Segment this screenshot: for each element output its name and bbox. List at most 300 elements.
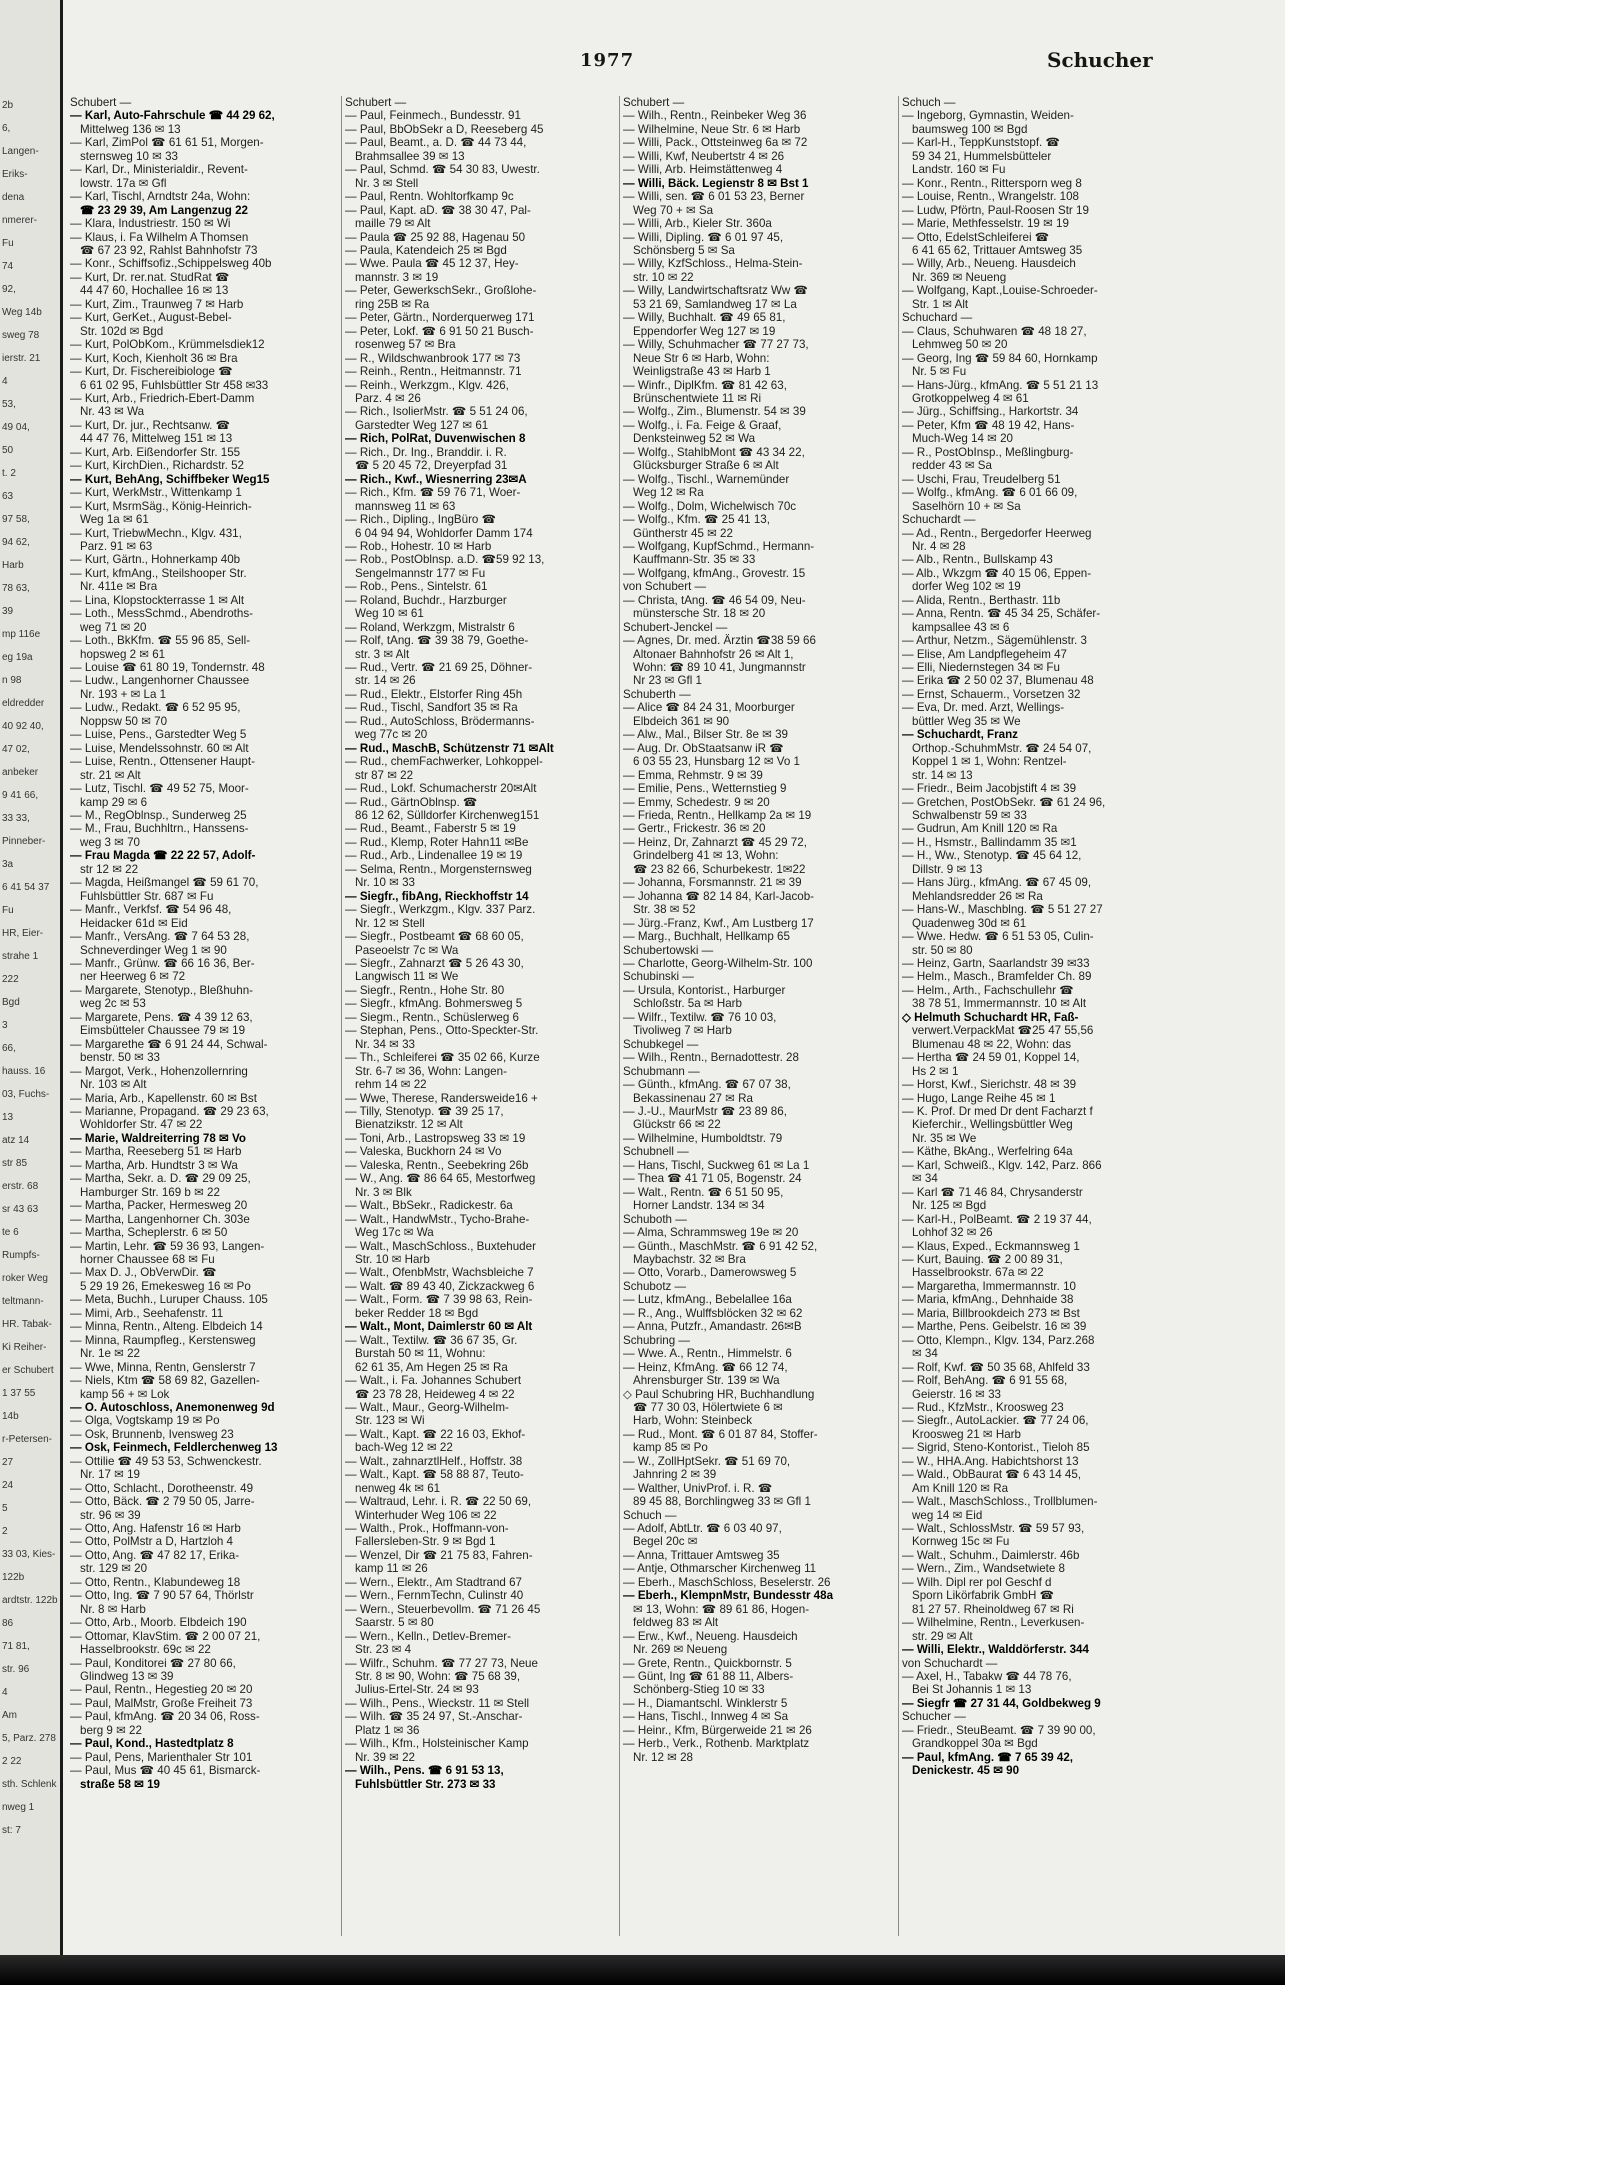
directory-entry-line: — Walt., MaschSchloss., Trollblumen- bbox=[902, 1495, 1098, 1509]
directory-entry-line: — Siegfr., fibAng, Rieckhoffstr 14 bbox=[345, 889, 529, 903]
directory-entry-line: — Adolf, AbtLtr. ☎ 6 03 40 97, bbox=[623, 1522, 782, 1536]
directory-entry-line: — Karl, Auto-Fahrschule ☎ 44 29 62, bbox=[70, 109, 275, 123]
directory-entry-line: Schubotz — bbox=[623, 1279, 687, 1293]
directory-entry-line: — Wwe. Hedw. ☎ 6 51 53 05, Culin- bbox=[902, 930, 1094, 944]
directory-entry-line: — Kurt, Arb. Eißendorfer Str. 155 bbox=[70, 445, 241, 459]
facing-page-fragment: n 98 bbox=[2, 675, 22, 686]
facing-page-fragment: Fu bbox=[2, 905, 14, 916]
directory-entry-line: weg 3 ✉ 70 bbox=[80, 835, 140, 849]
facing-page-fragment: 71 81, bbox=[2, 1641, 30, 1652]
directory-entry-line: str. 10 ✉ 22 bbox=[633, 270, 694, 284]
directory-entry-line: Altonaer Bahnhofstr 26 ✉ Alt 1, bbox=[633, 647, 794, 661]
directory-entry-line: — Rolf, BehAng. ☎ 6 91 55 68, bbox=[902, 1374, 1068, 1388]
directory-entry-line: — Willy, Landwirtschaftsratz Ww ☎ bbox=[623, 284, 808, 298]
directory-entry-line: str. 96 ✉ 39 bbox=[80, 1508, 141, 1522]
directory-entry-line: weg 71 ✉ 20 bbox=[80, 620, 147, 634]
directory-entry-line: — Charlotte, Georg-Wilhelm-Str. 100 bbox=[623, 957, 813, 970]
directory-entry-line: — Hans, Tischl, Suckweg 61 ✉ La 1 bbox=[623, 1158, 810, 1172]
directory-entry-line: — Kurt, Bauing. ☎ 2 00 89 31, bbox=[902, 1252, 1063, 1266]
directory-entry-line: — Rich., IsolierMstr. ☎ 5 51 24 06, bbox=[345, 405, 528, 419]
directory-entry-line: — Wilh., Rentn., Reinbeker Weg 36 bbox=[623, 109, 807, 123]
directory-entry-line: Parz. 91 ✉ 63 bbox=[80, 539, 153, 553]
directory-entry-line: — Otto, PolMstr a D, Hartzloh 4 bbox=[70, 1535, 234, 1549]
directory-entry-line: Quadenweg 30d ✉ 61 bbox=[912, 916, 1027, 930]
directory-entry-line: — Otto, Rentn., Klabundeweg 18 bbox=[70, 1575, 241, 1589]
directory-entry-line: Nr. 369 ✉ Neueng bbox=[912, 270, 1007, 284]
directory-entry-line: — Wenzel, Dir ☎ 21 75 83, Fahren- bbox=[345, 1548, 533, 1562]
directory-entry-line: berg 9 ✉ 22 bbox=[80, 1723, 142, 1737]
directory-entry-line: — Otto, Klempn., Klgv. 134, Parz.268 bbox=[902, 1333, 1095, 1347]
facing-page-fragment: 92, bbox=[2, 284, 16, 295]
directory-entry-line: — Frau Magda ☎ 22 22 57, Adolf- bbox=[70, 849, 256, 863]
directory-entry-line: Weg 10 ✉ 61 bbox=[355, 607, 424, 621]
directory-entry-line: — Mimi, Arb., Seehafenstr. 11 bbox=[70, 1306, 224, 1320]
directory-entry-line: Str. 10 ✉ Harb bbox=[355, 1252, 430, 1266]
directory-entry-line: — Wern., Elektr., Am Stadtrand 67 bbox=[345, 1575, 522, 1589]
facing-page-fragment: 5, Parz. 278 bbox=[2, 1733, 56, 1744]
directory-entry-line: — Otto, Vorarb., Damerowsweg 5 bbox=[623, 1266, 797, 1280]
directory-entry-line: Noppsw 50 ✉ 70 bbox=[80, 714, 168, 728]
directory-entry-line: — Walt., zahnarztlHelf., Hoffstr. 38 bbox=[345, 1454, 523, 1468]
facing-page-fragment: 4 bbox=[2, 376, 8, 387]
directory-entry-line: Lehmweg 50 ✉ 20 bbox=[912, 338, 1008, 352]
directory-entry-line: — M., RegOblnsp., Sunderweg 25 bbox=[70, 809, 247, 823]
directory-entry-line: — Wilh. ☎ 35 24 97, St.-Anschar- bbox=[345, 1710, 523, 1724]
facing-page-fragment: 03, Fuchs- bbox=[2, 1089, 50, 1100]
directory-entry-line: — Rud., Klemp, Roter Hahn11 ✉Be bbox=[345, 835, 529, 849]
facing-page-fragment: 63 bbox=[2, 491, 14, 502]
directory-entry-line: rosenweg 57 ✉ Bra bbox=[355, 338, 456, 352]
directory-entry-line: — Aug. Dr. ObStaatsanw iR ☎ bbox=[623, 741, 784, 755]
directory-entry-line: büttler Weg 35 ✉ We bbox=[912, 714, 1021, 728]
directory-entry-line: Nr. 103 ✉ Alt bbox=[80, 1078, 147, 1092]
directory-entry-line: redder 43 ✉ Sa bbox=[912, 459, 992, 473]
directory-entry-line: — Maria, Arb., Kapellenstr. 60 ✉ Bst bbox=[70, 1091, 257, 1105]
directory-entry-line: — Otto, Ing. ☎ 7 90 57 64, Thörlstr bbox=[70, 1589, 254, 1603]
directory-entry-line: Lohhof 32 ✉ 26 bbox=[912, 1226, 993, 1240]
directory-entry-line: — Stephan, Pens., Otto-Speckter-Str. bbox=[345, 1024, 539, 1038]
directory-entry-line: Weg 1a ✉ 61 bbox=[80, 513, 149, 527]
facing-page-fragment: 33 33, bbox=[2, 813, 30, 824]
page-year: 1977 bbox=[580, 50, 635, 71]
directory-entry-line: sternsweg 10 ✉ 33 bbox=[80, 149, 179, 163]
directory-entry-line: kamp 29 ✉ 6 bbox=[80, 795, 148, 809]
directory-entry-line: — Wilfr., Schuhm. ☎ 77 27 73, Neue bbox=[345, 1656, 538, 1670]
directory-entry-line: — H., Ww., Stenotyp. ☎ 45 64 12, bbox=[902, 849, 1082, 863]
facing-page-fragment: Rumpfs- bbox=[2, 1250, 40, 1261]
directory-entry-line: weg 14 ✉ Eid bbox=[912, 1508, 983, 1522]
directory-entry-line: — Winfr., DiplKfm. ☎ 81 42 63, bbox=[623, 378, 787, 392]
facing-page-fragment: 6 41 54 37 bbox=[2, 882, 50, 893]
directory-entry-line: — Magda, Heißmangel ☎ 59 61 70, bbox=[70, 876, 259, 890]
directory-entry-line: 6 41 65 62, Trittauer Amtsweg 35 bbox=[912, 243, 1083, 257]
directory-entry-line: — Marianne, Propagand. ☎ 29 23 63, bbox=[70, 1104, 269, 1118]
directory-entry-line: — Jürg.-Franz, Kwf., Am Lustberg 17 bbox=[623, 916, 814, 930]
directory-entry-line: Nr. 39 ✉ 22 bbox=[355, 1750, 415, 1764]
directory-entry-line: — Margarete, Stenotyp., Bleßhuhn- bbox=[70, 983, 254, 997]
directory-entry-line: Schubert-Jenckel — bbox=[623, 620, 728, 634]
directory-entry-line: — Valeska, Buckhorn 24 ✉ Vo bbox=[345, 1145, 502, 1159]
directory-entry-line: — Rob., PostOblnsp. a.D. ☎59 92 13, bbox=[345, 553, 545, 567]
directory-entry-line: — Kurt, BehAng, Schiffbeker Weg15 bbox=[70, 472, 270, 486]
directory-entry-line: Schubinski — bbox=[623, 970, 694, 984]
directory-entry-line: Saarstr. 5 ✉ 80 bbox=[355, 1616, 434, 1630]
directory-entry-line: — H., Diamantschl. Winklerstr 5 bbox=[623, 1696, 788, 1710]
directory-entry-line: — Rich, PolRat, Duvenwischen 8 bbox=[345, 432, 526, 446]
directory-entry-line: — Uschi, Frau, Treudelberg 51 bbox=[902, 472, 1061, 486]
directory-entry-line: Nr 23 ✉ Gfl 1 bbox=[633, 674, 702, 688]
directory-entry-line: — Wwe, Minna, Rentn, Genslerstr 7 bbox=[70, 1360, 256, 1374]
directory-entry-line: — Eva, Dr. med. Arzt, Wellings- bbox=[902, 701, 1065, 715]
directory-entry-line: — Willi, Arb., Kieler Str. 360a bbox=[623, 217, 772, 231]
directory-entry-line: — Paul, Pens, Marienthaler Str 101 bbox=[70, 1750, 253, 1764]
directory-entry-line: — Walther, UnivProf. i. R. ☎ bbox=[623, 1481, 773, 1495]
directory-entry-line: — Ottomar, KlavStim. ☎ 2 00 07 21, bbox=[70, 1629, 261, 1643]
directory-entry-line: dorfer Weg 102 ✉ 19 bbox=[912, 580, 1021, 594]
directory-entry-line: — Wolfg., StahlbMont ☎ 43 34 22, bbox=[623, 445, 805, 459]
directory-entry-line: — Wilh., Pens., Wieckstr. 11 ✉ Stell bbox=[345, 1696, 530, 1710]
directory-entry-line: — Peter, Gärtn., Norderquerweg 171 bbox=[345, 311, 535, 325]
directory-entry-line: Nr. 193 + ✉ La 1 bbox=[80, 687, 167, 701]
directory-entry-line: — Karl-H., TeppKunststopf. ☎ bbox=[902, 136, 1060, 150]
facing-page-fragment: 53, bbox=[2, 399, 16, 410]
facing-page-fragment: sth. Schlenk bbox=[2, 1779, 57, 1790]
directory-entry-line: str. 50 ✉ 80 bbox=[912, 943, 973, 957]
directory-entry-line: — Eberh., MaschSchloss, Beselerstr. 26 bbox=[623, 1575, 831, 1589]
directory-entry-line: — Alb., Rentn., Bullskamp 43 bbox=[902, 553, 1053, 567]
facing-page-fragment: sr 43 63 bbox=[2, 1204, 39, 1215]
facing-page-fragment: Fu bbox=[2, 238, 14, 249]
directory-entry-line: Schönberg-Stieg 10 ✉ 33 bbox=[633, 1683, 765, 1697]
directory-entry-line: 6 03 55 23, Hunsbarg 12 ✉ Vo 1 bbox=[633, 755, 800, 769]
directory-entry-line: Sporn Likörfabrik GmbH ☎ bbox=[912, 1589, 1055, 1603]
directory-entry-line: — Manfr., Grünw. ☎ 66 16 36, Ber- bbox=[70, 957, 255, 970]
facing-page-fragment: 40 92 40, bbox=[2, 721, 44, 732]
directory-entry-line: — Paul, kfmAng. ☎ 7 65 39 42, bbox=[902, 1750, 1074, 1764]
facing-page-fragment: 33 03, Kies- bbox=[2, 1549, 56, 1560]
directory-entry-line: — Wolfgang, kfmAng., Grovestr. 15 bbox=[623, 566, 806, 580]
directory-entry-line: horner Chaussee 68 ✉ Fu bbox=[80, 1252, 215, 1266]
directory-entry-line: — Emilie, Pens., Wetternstieg 9 bbox=[623, 782, 787, 796]
directory-entry-line: 89 45 88, Borchlingweg 33 ✉ Gfl 1 bbox=[633, 1495, 811, 1509]
directory-entry-line: Fallersleben-Str. 9 ✉ Bgd 1 bbox=[355, 1535, 496, 1549]
directory-entry-line: str 87 ✉ 22 bbox=[355, 768, 414, 782]
directory-entry-line: — Heinz, Dr, Zahnarzt ☎ 45 29 72, bbox=[623, 835, 807, 849]
directory-entry-line: — Siegm., Rentn., Schüslerweg 6 bbox=[345, 1010, 519, 1024]
directory-entry-line: — Wilfr., Textilw. ☎ 76 10 03, bbox=[623, 1010, 777, 1024]
directory-entry-line: ◇ Paul Schubring HR, Buchhandlung bbox=[623, 1387, 815, 1401]
directory-entry-line: Kornweg 15c ✉ Fu bbox=[912, 1535, 1010, 1549]
directory-entry-line: — Willi, Bäck. Legienstr 8 ✉ Bst 1 bbox=[623, 176, 809, 190]
directory-entry-line: — Ottilie ☎ 49 53 53, Schwenckestr. bbox=[70, 1454, 262, 1468]
directory-entry-line: — Paul, Rentn. Wohltorfkamp 9c bbox=[345, 190, 514, 204]
directory-entry-line: Schuberth — bbox=[623, 687, 691, 701]
directory-entry-line: str. 3 ✉ Alt bbox=[355, 647, 410, 661]
directory-entry-line: — Friedr., Beim Jacobjstift 4 ✉ 39 bbox=[902, 782, 1077, 796]
directory-entry-line: str 12 ✉ 22 bbox=[80, 862, 139, 876]
facing-page-fragment: eg 19a bbox=[2, 652, 33, 663]
directory-entry-line: — Günth., MaschMstr. ☎ 6 91 42 52, bbox=[623, 1239, 818, 1253]
directory-entry-line: Nr. 12 ✉ Stell bbox=[355, 916, 425, 930]
directory-entry-line: Nr. 35 ✉ We bbox=[912, 1131, 977, 1145]
facing-page-fragment: roker Weg bbox=[2, 1273, 48, 1284]
directory-entry-line: — Georg, Ing ☎ 59 84 60, Hornkamp bbox=[902, 351, 1098, 365]
directory-entry-line: — Walt., Textilw. ☎ 36 67 35, Gr. bbox=[345, 1333, 518, 1347]
facing-page-fragment: teltmann- bbox=[2, 1296, 44, 1307]
directory-entry-line: — Otto, Arb., Moorb. Elbdeich 190 bbox=[70, 1616, 247, 1630]
directory-entry-line: Orthop.-SchuhmMstr. ☎ 24 54 07, bbox=[912, 741, 1092, 755]
directory-entry-line: — Walt., Maur., Georg-Wilhelm- bbox=[345, 1400, 509, 1414]
directory-entry-line: ◇ Helmuth Schuchardt HR, Faß- bbox=[902, 1010, 1079, 1024]
directory-entry-line: Str. 23 ✉ 4 bbox=[355, 1643, 412, 1657]
directory-entry-line: — Peter, GewerkschSekr., Großlohe- bbox=[345, 284, 537, 298]
directory-entry-line: — Alma, Schrammsweg 19e ✉ 20 bbox=[623, 1226, 799, 1240]
directory-entry-line: — Rud., GärtnOblnsp. ☎ bbox=[345, 795, 478, 809]
directory-entry-line: kamp 11 ✉ 26 bbox=[355, 1562, 428, 1576]
directory-entry-line: straße 58 ✉ 19 bbox=[80, 1777, 160, 1791]
directory-entry-line: feldweg 83 ✉ Alt bbox=[633, 1616, 719, 1630]
directory-entry-line: — Paul, Rentn., Hegestieg 20 ✉ 20 bbox=[70, 1683, 253, 1697]
directory-entry-line: — Heinz, Gartn, Saarlandstr 39 ✉33 bbox=[902, 957, 1090, 970]
directory-entry-line: — Kurt, GerKet., August-Bebel- bbox=[70, 311, 232, 325]
directory-entry-line: — Kurt, Dr. rer.nat. StudRat ☎ bbox=[70, 270, 230, 284]
facing-page-fragment: 14b bbox=[2, 1411, 19, 1422]
directory-entry-line: Kroosweg 21 ✉ Harb bbox=[912, 1427, 1021, 1441]
directory-entry-line: Eimsbütteler Chaussee 79 ✉ 19 bbox=[80, 1024, 246, 1038]
directory-entry-line: — Kurt, Dr. jur., Rechtsanw. ☎ bbox=[70, 418, 231, 432]
facing-page-fragment: atz 14 bbox=[2, 1135, 30, 1146]
facing-page-fragment: 3a bbox=[2, 859, 14, 870]
directory-entry-line: Ahrensburger Str. 139 ✉ Wa bbox=[633, 1374, 780, 1388]
directory-entry-line: — Tilly, Stenotyp. ☎ 39 25 17, bbox=[345, 1104, 504, 1118]
directory-entry-line: Weg 12 ✉ Ra bbox=[633, 486, 704, 500]
directory-entry-line: — Martha, Sekr. a. D. ☎ 29 09 25, bbox=[70, 1172, 251, 1186]
directory-entry-line: Schubmann — bbox=[623, 1064, 700, 1078]
directory-entry-line: str. 21 ✉ Alt bbox=[80, 768, 141, 782]
directory-entry-line: Tivoliweg 7 ✉ Harb bbox=[633, 1024, 732, 1038]
directory-entry-line: nenweg 4k ✉ 61 bbox=[355, 1481, 441, 1495]
left-page-edge bbox=[0, 0, 63, 1955]
facing-page-fragment: Ki Reiher- bbox=[2, 1342, 47, 1353]
directory-entry-line: weg 77c ✉ 20 bbox=[355, 728, 428, 742]
directory-entry-line: — Rud., Vertr. ☎ 21 69 25, Döhner- bbox=[345, 661, 533, 675]
directory-entry-line: — Klara, Industriestr. 150 ✉ Wi bbox=[70, 217, 231, 231]
directory-entry-line: Blumenau 48 ✉ 22, Wohn: das bbox=[912, 1037, 1072, 1051]
facing-page-fragment: Langen- bbox=[2, 146, 39, 157]
directory-entry-line: — Rud., chemFachwerker, Lohkoppel- bbox=[345, 755, 543, 769]
directory-entry-line: — Walt., Schuhm., Daimlerstr. 46b bbox=[902, 1548, 1080, 1562]
directory-entry-line: Saselhörn 10 + ✉ Sa bbox=[912, 499, 1021, 513]
directory-entry-line: Am Knill 120 ✉ Ra bbox=[912, 1481, 1009, 1495]
directory-entry-line: — Rich., Dr. Ing., Branddir. i. R. bbox=[345, 445, 507, 459]
directory-entry-line: — Karl, Schweiß., Klgv. 142, Parz. 866 bbox=[902, 1158, 1102, 1172]
facing-page-fragment: str. 96 bbox=[2, 1664, 30, 1675]
directory-entry-line: lowstr. 17a ✉ Gfl bbox=[80, 176, 167, 190]
facing-page-fragment: 47 02, bbox=[2, 744, 30, 755]
directory-entry-line: — Manfr., Verkfsf. ☎ 54 96 48, bbox=[70, 903, 232, 917]
directory-entry-line: Schubnell — bbox=[623, 1145, 689, 1159]
directory-entry-line: — Ursula, Kontorist., Harburger bbox=[623, 983, 786, 997]
directory-column-2 bbox=[345, 96, 617, 1791]
directory-entry-line: 53 21 69, Samlandweg 17 ✉ La bbox=[633, 297, 797, 311]
facing-page-fragment: 97 58, bbox=[2, 514, 30, 525]
directory-entry-line: Horner Landstr. 134 ✉ 34 bbox=[633, 1199, 765, 1213]
directory-entry-line: Nr. 411e ✉ Bra bbox=[80, 580, 158, 594]
directory-entry-line: — Kurt, KirchDien., Richardstr. 52 bbox=[70, 459, 244, 473]
directory-entry-line: — Osk, Brunnenb, Ivensweg 23 bbox=[70, 1427, 234, 1441]
directory-entry-line: — Martha, Reeseberg 51 ✉ Harb bbox=[70, 1145, 242, 1159]
directory-entry-line: — Agnes, Dr. med. Ärztin ☎38 59 66 bbox=[623, 634, 816, 648]
directory-entry-line: — Wolfgang, Kapt.,Louise-Schroeder- bbox=[902, 284, 1098, 298]
facing-page-fragment: 9 41 66, bbox=[2, 790, 39, 801]
directory-entry-line: Schubert — bbox=[623, 96, 685, 109]
facing-page-fragment: 6, bbox=[2, 123, 11, 134]
directory-entry-line: — Loth., BkKfm. ☎ 55 96 85, Sell- bbox=[70, 634, 251, 648]
directory-entry-line: — Waltraud, Lehr. i. R. ☎ 22 50 69, bbox=[345, 1495, 532, 1509]
directory-entry-line: — Wilh. Dipl rer pol Geschf d bbox=[902, 1575, 1052, 1589]
directory-entry-line: Str. 102d ✉ Bgd bbox=[80, 324, 164, 338]
directory-entry-line: — Roland, Buchdr., Harzburger bbox=[345, 593, 507, 607]
directory-entry-line: mannstr. 3 ✉ 19 bbox=[355, 270, 439, 284]
directory-entry-line: Dillstr. 9 ✉ 13 bbox=[912, 862, 983, 876]
directory-entry-line: Schuchardt — bbox=[902, 513, 976, 527]
directory-entry-line: — Lutz, Tischl. ☎ 49 52 75, Moor- bbox=[70, 782, 249, 796]
directory-entry-line: Schuch — bbox=[623, 1508, 677, 1522]
column-divider bbox=[898, 96, 899, 1936]
directory-entry-line: Schwalbenstr 59 ✉ 33 bbox=[912, 809, 1027, 823]
directory-entry-line: Hasselbrookstr. 67a ✉ 22 bbox=[912, 1266, 1044, 1280]
directory-entry-line: Grandkoppel 30a ✉ Bgd bbox=[912, 1737, 1038, 1751]
directory-entry-line: Nr. 43 ✉ Wa bbox=[80, 405, 145, 419]
directory-entry-line: — O. Autoschloss, Anemonenweg 9d bbox=[70, 1400, 275, 1414]
directory-entry-line: — Kurt, WerkMstr., Wittenkamp 1 bbox=[70, 486, 242, 500]
directory-entry-line: — Wolfg., i. Fa. Feige & Graaf, bbox=[623, 418, 782, 432]
directory-entry-line: — Rud., KfzMstr., Kroosweg 23 bbox=[902, 1400, 1064, 1414]
directory-entry-line: — W., Ang. ☎ 86 64 65, Mestorfweg bbox=[345, 1172, 536, 1186]
directory-entry-line: Schubert — bbox=[345, 96, 407, 109]
directory-entry-line: Denksteinweg 52 ✉ Wa bbox=[633, 432, 756, 446]
directory-entry-line: Bei St Johannis 1 ✉ 13 bbox=[912, 1683, 1032, 1697]
directory-entry-line: — Olga, Vogtskamp 19 ✉ Po bbox=[70, 1414, 220, 1428]
directory-entry-line: Burstah 50 ✉ 11, Wohnu: bbox=[355, 1347, 486, 1361]
directory-entry-line: — Walt., BbSekr., Radickestr. 6a bbox=[345, 1199, 513, 1213]
facing-page-fragment: 86 bbox=[2, 1618, 14, 1629]
directory-entry-line: — Willy, Schuhmacher ☎ 77 27 73, bbox=[623, 338, 809, 352]
directory-entry-line: Nr. 1e ✉ 22 bbox=[80, 1347, 140, 1361]
directory-entry-line: — H., Hsmstr., Ballindamm 35 ✉1 bbox=[902, 835, 1077, 849]
directory-entry-line: — Paula ☎ 25 92 88, Hagenau 50 bbox=[345, 230, 526, 244]
directory-entry-line: — W., ZollHptSekr. ☎ 51 69 70, bbox=[623, 1454, 791, 1468]
directory-entry-line: — Wolfg., kfmAng. ☎ 6 01 66 09, bbox=[902, 486, 1078, 500]
directory-entry-line: — Rud., Mont. ☎ 6 01 87 84, Stoffer- bbox=[623, 1427, 818, 1441]
directory-entry-line: Fuhlsbüttler Str. 687 ✉ Fu bbox=[80, 889, 214, 903]
directory-entry-line: — Rob., Pens., Sintelstr. 61 bbox=[345, 580, 488, 594]
directory-entry-line: — Rud., AutoSchloss, Brödermanns- bbox=[345, 714, 535, 728]
directory-entry-line: — Willi, Dipling. ☎ 6 01 97 45, bbox=[623, 230, 784, 244]
facing-page-fragment: Pinneber- bbox=[2, 836, 46, 847]
directory-entry-line: — Kurt, TriebwMechn., Klgv. 431, bbox=[70, 526, 242, 540]
facing-page-fragment: 94 62, bbox=[2, 537, 30, 548]
directory-entry-line: ☎ 77 30 03, Hölertwiete 6 ✉ bbox=[633, 1400, 783, 1414]
directory-entry-line: — Paul, BbObSekr a D, Reeseberg 45 bbox=[345, 122, 544, 136]
directory-entry-line: — Luise, Rentn., Ottensener Haupt- bbox=[70, 755, 255, 769]
directory-entry-line: — Marthe, Pens. Geibelstr. 16 ✉ 39 bbox=[902, 1320, 1087, 1334]
directory-entry-line: — Claus, Schuhwaren ☎ 48 18 27, bbox=[902, 324, 1087, 338]
facing-page-fragment: 122b bbox=[2, 1572, 25, 1583]
directory-entry-line: — Wern., Steuerbevollm. ☎ 71 26 45 bbox=[345, 1602, 541, 1616]
directory-entry-line: Begel 20c ✉ bbox=[633, 1535, 698, 1549]
directory-entry-line: — Rud., Tischl, Sandfort 35 ✉ Ra bbox=[345, 701, 518, 715]
directory-entry-line: 62 61 35, Am Hegen 25 ✉ Ra bbox=[355, 1360, 508, 1374]
directory-entry-line: — Siegfr., Rentn., Hohe Str. 80 bbox=[345, 983, 505, 997]
directory-entry-line: — Elise, Am Landpflegeheim 47 bbox=[902, 647, 1067, 661]
directory-entry-line: Schubertowski — bbox=[623, 943, 714, 957]
directory-entry-line: — Rud., Beamt., Faberstr 5 ✉ 19 bbox=[345, 822, 516, 836]
facing-page-fragment: 78 63, bbox=[2, 583, 30, 594]
directory-entry-line: — Emmy, Schedestr. 9 ✉ 20 bbox=[623, 795, 770, 809]
directory-entry-line: — Alice ☎ 84 24 31, Moorburger bbox=[623, 701, 795, 715]
directory-entry-line: — Martha, Langenhorner Ch. 303e bbox=[70, 1212, 250, 1226]
facing-page-fragment: te 6 bbox=[2, 1227, 19, 1238]
directory-entry-line: Paseoelstr 7c ✉ Wa bbox=[355, 943, 459, 957]
directory-entry-line: — Minna, Rentn., Alteng. Elbdeich 14 bbox=[70, 1320, 263, 1334]
directory-entry-line: 6 04 94 94, Wohldorfer Damm 174 bbox=[355, 526, 533, 540]
directory-entry-line: Schönsberg 5 ✉ Sa bbox=[633, 243, 735, 257]
directory-entry-line: — Wwe, Therese, Randersweide16 + bbox=[345, 1091, 538, 1105]
directory-entry-line: — Frieda, Rentn., Hellkamp 2a ✉ 19 bbox=[623, 809, 812, 823]
directory-entry-line: — Minna, Raumpfleg., Kerstensweg bbox=[70, 1333, 256, 1347]
directory-entry-line: — Walt., OfenbMstr, Wachsbleiche 7 bbox=[345, 1266, 534, 1280]
facing-page-fragment: 2 bbox=[2, 1526, 8, 1537]
directory-entry-line: benstr. 50 ✉ 33 bbox=[80, 1051, 160, 1065]
directory-entry-line: hopsweg 2 ✉ 61 bbox=[80, 647, 166, 661]
directory-entry-line: — Gudrun, Am Knill 120 ✉ Ra bbox=[902, 822, 1058, 836]
directory-entry-line: — Willy, KzfSchloss., Helma-Stein- bbox=[623, 257, 803, 271]
directory-entry-line: — Rich., Kwf., Wiesnerring 23✉A bbox=[345, 472, 527, 486]
directory-entry-line: — Paul, kfmAng. ☎ 20 34 06, Ross- bbox=[70, 1710, 260, 1724]
directory-entry-line: — Willy, Arb., Neueng. Hausdeich bbox=[902, 257, 1076, 271]
directory-entry-line: — Martha, Scheplerstr. 6 ✉ 50 bbox=[70, 1226, 228, 1240]
directory-entry-line: — Wern., FernmTechn, Culinstr 40 bbox=[345, 1589, 524, 1603]
directory-entry-line: — Grete, Rentn., Quickbornstr. 5 bbox=[623, 1656, 792, 1670]
directory-entry-line: — Heinz, KfmAng. ☎ 66 12 74, bbox=[623, 1360, 788, 1374]
directory-entry-line: Weinligstraße 43 ✉ Harb 1 bbox=[633, 365, 771, 379]
directory-entry-line: — Max D. J., ObVerwDir. ☎ bbox=[70, 1266, 217, 1280]
directory-entry-line: — Karl, Tischl, Arndtstr 24a, Wohn: bbox=[70, 190, 251, 204]
directory-entry-line: — Willy, Buchhalt. ☎ 49 65 81, bbox=[623, 311, 786, 325]
directory-entry-line: — Konr., Rentn., Rittersporn weg 8 bbox=[902, 176, 1082, 190]
directory-entry-line: str. 14 ✉ 13 bbox=[912, 768, 973, 782]
directory-entry-line: — Ludw., Redakt. ☎ 6 52 95 95, bbox=[70, 701, 241, 715]
directory-entry-line: maille 79 ✉ Alt bbox=[355, 217, 431, 231]
facing-page-fragment: st: 7 bbox=[2, 1825, 21, 1836]
directory-entry-line: Nr. 269 ✉ Neueng bbox=[633, 1643, 728, 1657]
directory-entry-line: — Wern., Kelln., Detlev-Bremer- bbox=[345, 1629, 512, 1643]
directory-entry-line: Weg 70 + ✉ Sa bbox=[633, 203, 714, 217]
directory-entry-line: Harb, Wohn: Steinbeck bbox=[633, 1414, 753, 1428]
directory-entry-line: — Herb., Verk., Rothenb. Marktplatz bbox=[623, 1737, 810, 1751]
facing-page-fragment: Eriks- bbox=[2, 169, 28, 180]
directory-entry-line: — Walt., Mont, Daimlerstr 60 ✉ Alt bbox=[345, 1320, 533, 1334]
facing-page-fragment: hauss. 16 bbox=[2, 1066, 46, 1077]
directory-entry-line: — Helm., Arth., Fachschullehr ☎ bbox=[902, 983, 1074, 997]
directory-entry-line: — Kurt, Arb., Friedrich-Ebert-Damm bbox=[70, 391, 255, 405]
facing-page-fragment: nweg 1 bbox=[2, 1802, 35, 1813]
directory-entry-line: ✉ 13, Wohn: ☎ 89 61 86, Hogen- bbox=[633, 1602, 810, 1616]
facing-page-fragment: er Schubert bbox=[2, 1365, 54, 1376]
directory-entry-line: — Meta, Buchh., Luruper Chauss. 105 bbox=[70, 1293, 268, 1307]
directory-entry-line: — R., Ang., Wulffsblöcken 32 ✉ 62 bbox=[623, 1306, 803, 1320]
